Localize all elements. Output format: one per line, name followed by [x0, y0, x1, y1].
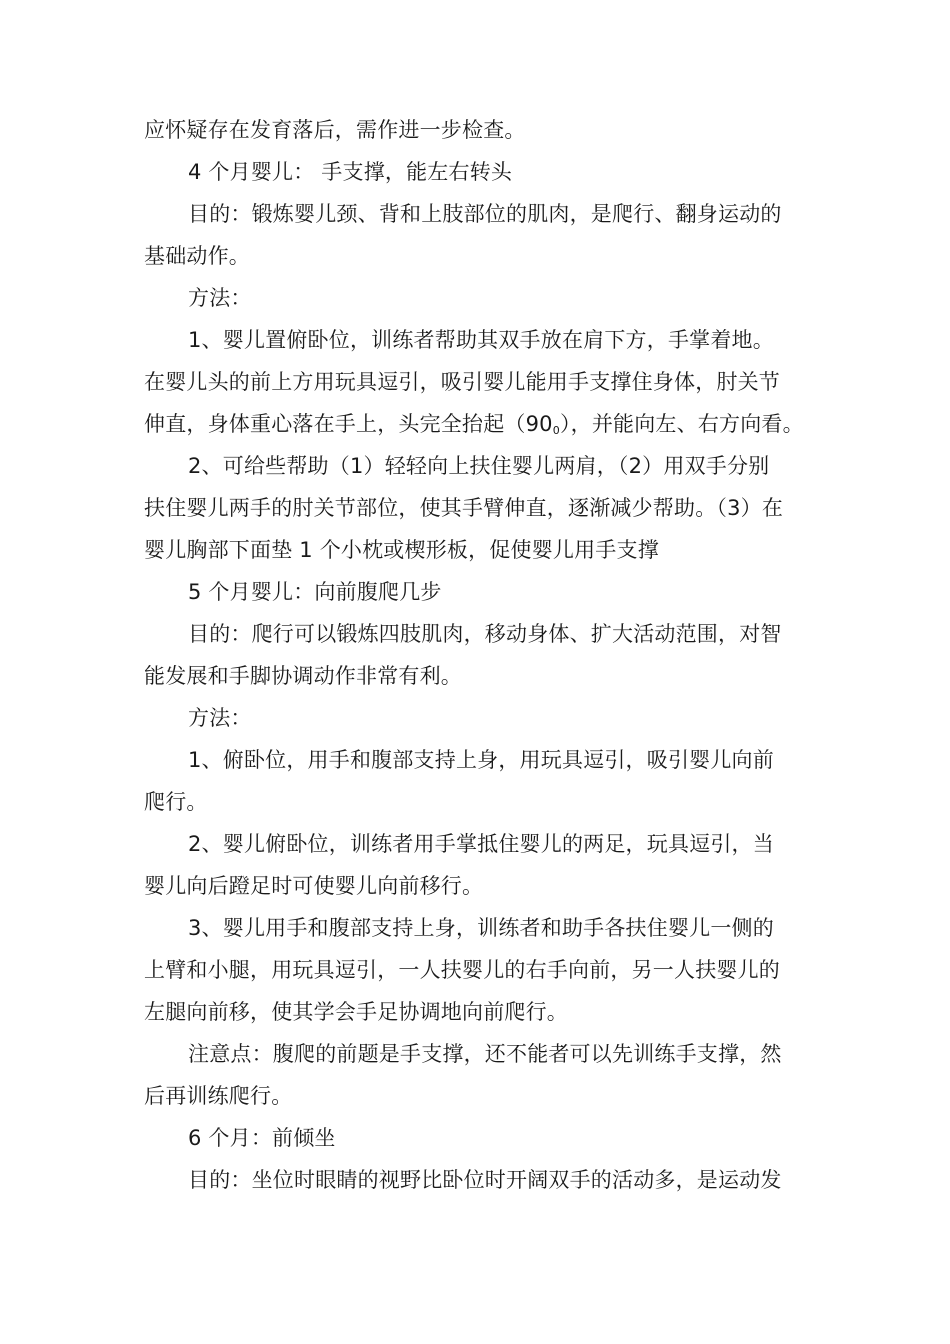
paragraph-line: 婴儿胸部下面垫 1 个小枕或楔形板，促使婴儿用手支撑 [144, 538, 659, 562]
paragraph-line: 扶住婴儿两手的肘关节部位，使其手臂伸直，逐渐减少帮助。（3）在 [144, 496, 784, 520]
note-line: 注意点：腹爬的前题是手支撑，还不能者可以先训练手支撑，然 [188, 1042, 782, 1066]
line-text-part: 伸直，身体重心落在手上，头完全抬起（ [144, 412, 526, 436]
paragraph-line: 1、俯卧位，用手和腹部支持上身，用玩具逗引，吸引婴儿向前 [188, 748, 774, 772]
paragraph-line: 左腿向前移，使其学会手足协调地向前爬行。 [144, 1000, 568, 1024]
paragraph-line: 目的：坐位时眼睛的视野比卧位时开阔双手的活动多，是运动发 [188, 1168, 782, 1192]
paragraph-line: 上臂和小腿，用玩具逗引，一人扶婴儿的右手向前，另一人扶婴儿的 [144, 958, 780, 982]
paragraph-line: 婴儿向后蹬足时可使婴儿向前移行。 [144, 874, 484, 898]
paragraph-line: 在婴儿头的前上方用玩具逗引，吸引婴儿能用手支撑住身体，肘关节 [144, 370, 780, 394]
method-label: 方法： [188, 706, 252, 730]
angle-value: 90 [525, 412, 553, 436]
angle-subscript: 0 [552, 424, 560, 437]
paragraph-line: 3、婴儿用手和腹部支持上身，训练者和助手各扶住婴儿一侧的 [188, 916, 774, 940]
paragraph-line [144, 410, 804, 445]
section-heading-4-month: 4 个月婴儿： 手支撑，能左右转头 [188, 160, 513, 184]
paragraph-line: 基础动作。 [144, 244, 250, 268]
paragraph-line: 目的：锻炼婴儿颈、背和上肢部位的肌肉，是爬行、翻身运动的 [188, 202, 782, 226]
section-heading-6-month: 6 个月：前倾坐 [188, 1126, 336, 1150]
paragraph-line: 1、婴儿置俯卧位，训练者帮助其双手放在肩下方，手掌着地。 [188, 328, 774, 352]
paragraph-line: 应怀疑存在发育落后，需作进一步检查。 [144, 118, 526, 142]
paragraph-line: 后再训练爬行。 [144, 1084, 293, 1108]
paragraph-line: 爬行。 [144, 790, 208, 814]
paragraph-line: 2、婴儿俯卧位，训练者用手掌抵住婴儿的两足，玩具逗引，当 [188, 832, 774, 856]
method-label: 方法： [188, 286, 252, 310]
paragraph-line: 目的：爬行可以锻炼四肢肌肉，移动身体、扩大活动范围，对智 [188, 622, 782, 646]
paragraph-line: 能发展和手脚协调动作非常有利。 [144, 664, 462, 688]
line-text-part: ），并能向左、右方向看。 [559, 412, 804, 436]
section-heading-5-month: 5 个月婴儿：向前腹爬几步 [188, 580, 442, 604]
paragraph-line: 2、可给些帮助（1）轻轻向上扶住婴儿两肩，（2）用双手分别 [188, 454, 770, 478]
